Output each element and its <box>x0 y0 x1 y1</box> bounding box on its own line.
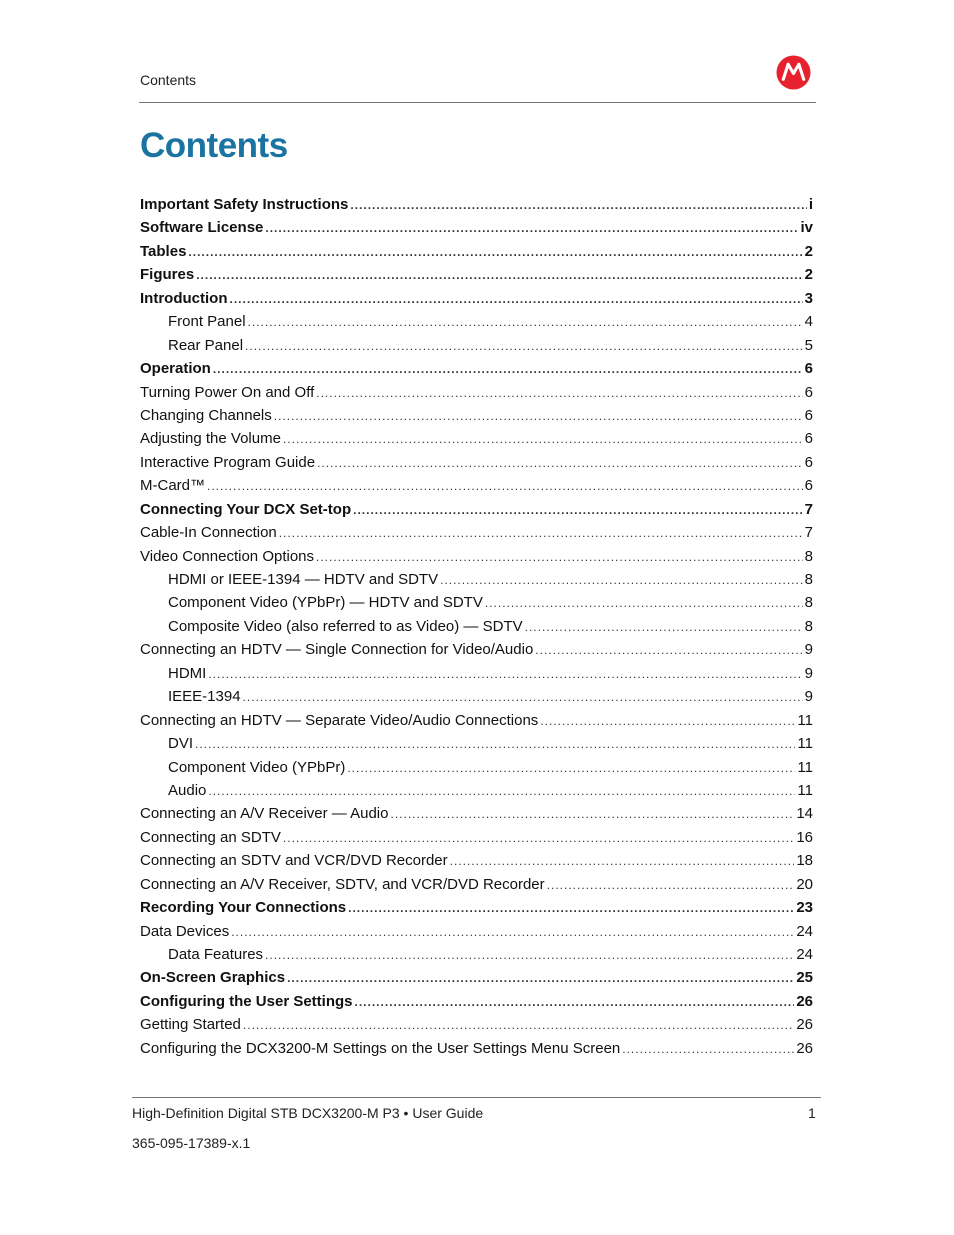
toc-entry-page: 16 <box>796 828 813 846</box>
toc-entry[interactable] <box>140 240 813 263</box>
toc-entry-label: Connecting an A/V Receiver — Audio <box>140 805 389 823</box>
toc-entry-page: 24 <box>796 946 813 963</box>
toc-entry-page: 2 <box>804 242 813 260</box>
toc-entry-page: 2 <box>804 266 813 284</box>
toc-dot-leader <box>229 288 802 311</box>
toc-entry[interactable] <box>140 826 813 849</box>
toc-entry[interactable] <box>140 427 813 450</box>
toc-entry[interactable] <box>140 1013 813 1036</box>
toc-dot-leader <box>355 991 795 1014</box>
toc-entry[interactable] <box>140 193 813 216</box>
toc-dot-leader <box>316 546 803 569</box>
table-of-contents <box>140 193 813 1060</box>
toc-entry[interactable] <box>140 451 813 474</box>
toc-entry[interactable] <box>140 685 813 708</box>
toc-entry-label: Adjusting the Volume <box>140 430 281 448</box>
toc-entry-label: Data Devices <box>140 922 230 940</box>
toc-entry-page: 8 <box>804 617 813 635</box>
toc-dot-leader <box>213 358 803 381</box>
page-title: Contents <box>140 126 288 165</box>
toc-entry[interactable] <box>140 498 813 521</box>
toc-entry-page: 6 <box>804 477 813 495</box>
toc-entry-label: Cable-In Connection <box>140 524 277 542</box>
toc-entry-page: 18 <box>796 852 813 870</box>
toc-dot-leader <box>283 827 794 850</box>
footer-doc-number: 365-095-17389-x.1 <box>132 1135 251 1151</box>
toc-dot-leader <box>208 780 795 803</box>
toc-entry-page: 8 <box>804 571 813 588</box>
toc-entry-page: 6 <box>804 430 813 448</box>
toc-entry[interactable] <box>140 802 813 825</box>
footer-divider <box>132 1097 821 1098</box>
toc-entry-label: Getting Started <box>140 1016 241 1034</box>
toc-entry-label: HDMI <box>168 664 207 682</box>
toc-entry-page: 7 <box>804 524 813 542</box>
toc-entry-label: Recording Your Connections <box>140 899 347 917</box>
toc-entry-page: 8 <box>804 547 813 565</box>
toc-entry-page: iv <box>800 219 813 237</box>
toc-entry[interactable] <box>140 779 813 802</box>
toc-dot-leader <box>279 522 803 545</box>
toc-entry[interactable] <box>140 966 813 989</box>
toc-entry[interactable] <box>140 334 813 357</box>
toc-entry-label: DVI <box>168 735 194 753</box>
toc-dot-leader <box>196 264 802 287</box>
toc-dot-leader <box>265 944 794 967</box>
toc-entry-page: 26 <box>796 1039 813 1057</box>
toc-entry-label: Interactive Program Guide <box>140 453 316 471</box>
toc-entry-label: Composite Video (also referred to as Video) — SDTV <box>168 617 523 635</box>
toc-dot-leader <box>347 757 795 780</box>
toc-entry-label: Data Features <box>168 946 264 963</box>
toc-entry-page: 5 <box>804 336 813 354</box>
toc-entry-label: M-Card™ <box>140 477 206 495</box>
toc-dot-leader <box>485 592 803 615</box>
toc-entry[interactable] <box>140 287 813 310</box>
toc-entry-page: 26 <box>796 992 813 1010</box>
toc-entry-page: 11 <box>797 735 813 753</box>
toc-entry-page: i <box>808 196 813 213</box>
toc-entry[interactable] <box>140 474 813 497</box>
toc-dot-leader <box>316 382 802 405</box>
toc-entry[interactable] <box>140 1037 813 1060</box>
toc-entry-page: 8 <box>804 594 813 612</box>
toc-dot-leader <box>547 874 795 897</box>
toc-entry-page: 9 <box>804 688 813 706</box>
toc-entry-page: 4 <box>804 313 813 331</box>
toc-dot-leader <box>195 733 795 756</box>
toc-entry-label: HDMI or IEEE-1394 — HDTV and SDTV <box>168 571 439 588</box>
toc-entry-page: 24 <box>796 922 813 940</box>
toc-entry-page: 6 <box>804 383 813 401</box>
toc-entry[interactable] <box>140 381 813 404</box>
toc-entry[interactable] <box>140 920 813 943</box>
toc-dot-leader <box>348 897 794 920</box>
toc-entry-page: 20 <box>796 875 813 893</box>
toc-dot-leader <box>243 686 803 709</box>
toc-entry-label: Rear Panel <box>168 336 244 354</box>
toc-dot-leader <box>390 803 794 826</box>
toc-dot-leader <box>540 710 795 733</box>
toc-entry-label: Connecting Your DCX Set-top <box>140 500 352 518</box>
toc-entry[interactable] <box>140 849 813 872</box>
toc-entry-label: Connecting an A/V Receiver, SDTV, and VCR/DVD Recorder <box>140 875 545 893</box>
header-divider <box>139 102 816 103</box>
toc-entry-label: Software License <box>140 219 264 237</box>
toc-dot-leader <box>231 921 794 944</box>
toc-entry[interactable] <box>140 638 813 661</box>
toc-entry[interactable] <box>140 591 813 614</box>
toc-entry[interactable] <box>140 896 813 919</box>
toc-entry-page: 11 <box>797 711 813 729</box>
toc-entry-page: 7 <box>804 500 813 518</box>
toc-entry[interactable] <box>140 545 813 568</box>
toc-entry[interactable] <box>140 216 813 239</box>
toc-entry-label: Component Video (YPbPr) <box>168 758 346 776</box>
toc-entry-label: Configuring the DCX3200-M Settings on the User Settings Menu Screen <box>140 1039 621 1057</box>
toc-entry[interactable] <box>140 756 813 779</box>
toc-dot-leader <box>245 335 803 358</box>
toc-entry-page: 9 <box>804 641 813 659</box>
toc-entry-page: 11 <box>797 781 813 799</box>
toc-entry[interactable] <box>140 990 813 1013</box>
toc-entry-page: 6 <box>804 453 813 471</box>
toc-entry-page: 3 <box>804 289 813 307</box>
toc-entry-page: 11 <box>797 758 813 776</box>
toc-dot-leader <box>248 311 803 334</box>
toc-dot-leader <box>188 241 802 264</box>
toc-entry-label: Introduction <box>140 289 228 307</box>
toc-entry-label: Video Connection Options <box>140 547 315 565</box>
toc-dot-leader <box>243 1014 794 1037</box>
toc-entry[interactable] <box>140 568 813 591</box>
toc-entry[interactable] <box>140 943 813 966</box>
toc-dot-leader <box>287 967 794 990</box>
toc-entry-label: Important Safety Instructions <box>140 196 349 213</box>
toc-entry-label: Tables <box>140 242 187 260</box>
toc-entry-page: 25 <box>796 969 813 987</box>
toc-dot-leader <box>208 663 802 686</box>
toc-entry[interactable] <box>140 709 813 732</box>
toc-entry-label: Connecting an HDTV — Single Connection for Video/Audio <box>140 641 534 659</box>
toc-dot-leader <box>283 428 803 451</box>
toc-entry-label: Connecting an SDTV <box>140 828 281 846</box>
toc-entry-page: 14 <box>796 805 813 823</box>
toc-entry-label: Configuring the User Settings <box>140 992 353 1010</box>
toc-entry[interactable] <box>140 310 813 333</box>
toc-entry-label: Component Video (YPbPr) — HDTV and SDTV <box>168 594 483 612</box>
header-section-label: Contents <box>140 72 197 88</box>
toc-dot-leader <box>450 850 795 873</box>
toc-entry-label: Turning Power On and Off <box>140 383 315 401</box>
toc-entry[interactable] <box>140 662 813 685</box>
toc-dot-leader <box>525 616 803 639</box>
toc-dot-leader <box>317 452 803 475</box>
toc-entry-label: IEEE-1394 <box>168 688 241 706</box>
toc-dot-leader <box>535 639 802 662</box>
toc-entry[interactable] <box>140 357 813 380</box>
toc-dot-leader <box>207 475 803 498</box>
toc-entry-label: Operation <box>140 360 211 378</box>
toc-entry-page: 6 <box>804 406 813 424</box>
toc-entry-page: 9 <box>804 664 813 682</box>
toc-entry[interactable] <box>140 404 813 427</box>
toc-entry-label: Front Panel <box>168 313 246 331</box>
footer-doc-title: High-Definition Digital STB DCX3200-M P3 • User Guide <box>132 1105 484 1121</box>
toc-entry[interactable] <box>140 732 813 755</box>
toc-entry[interactable] <box>140 263 813 286</box>
toc-dot-leader <box>622 1038 794 1061</box>
toc-entry[interactable] <box>140 873 813 896</box>
toc-entry-label: Audio <box>168 781 207 799</box>
motorola-logo-icon <box>776 55 811 90</box>
toc-dot-leader <box>265 217 798 240</box>
toc-entry[interactable] <box>140 615 813 638</box>
toc-dot-leader <box>353 499 803 522</box>
toc-dot-leader <box>274 405 803 428</box>
toc-dot-leader <box>350 194 806 217</box>
toc-dot-leader <box>440 569 803 592</box>
toc-entry[interactable] <box>140 521 813 544</box>
toc-entry-page: 6 <box>804 360 813 378</box>
toc-entry-page: 23 <box>796 899 813 917</box>
toc-entry-label: On-Screen Graphics <box>140 969 286 987</box>
toc-entry-label: Changing Channels <box>140 406 272 424</box>
toc-entry-label: Connecting an SDTV and VCR/DVD Recorder <box>140 852 448 870</box>
toc-entry-label: Figures <box>140 266 195 284</box>
toc-entry-label: Connecting an HDTV — Separate Video/Audio Connections <box>140 711 539 729</box>
footer-page-number: 1 <box>808 1105 816 1121</box>
toc-entry-page: 26 <box>796 1016 813 1034</box>
